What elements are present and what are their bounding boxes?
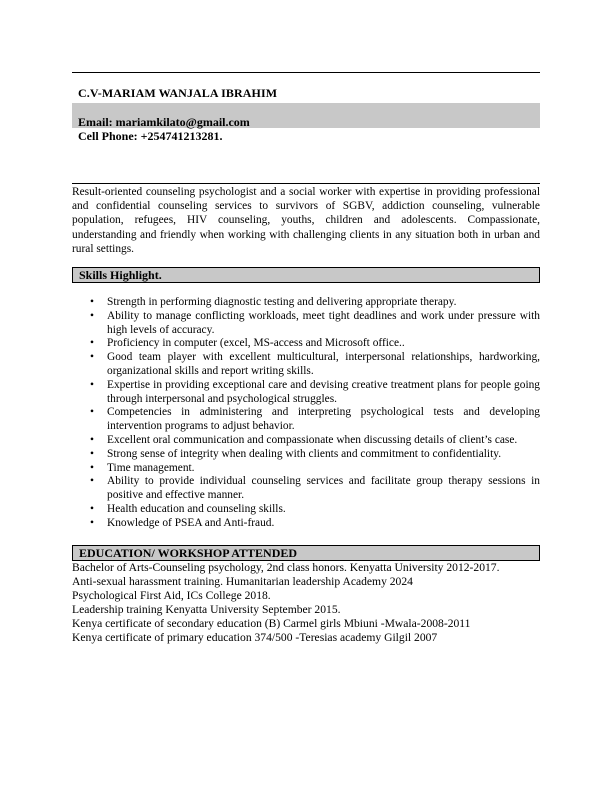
education-item: Psychological First Aid, ICs College 2018. xyxy=(72,588,271,602)
education-item: Leadership training Kenyatta University September 2015. xyxy=(72,602,341,616)
summary-rule xyxy=(72,183,540,184)
bullet-icon: • xyxy=(90,475,94,488)
skill-text: Time management. xyxy=(107,461,195,474)
skill-item xyxy=(90,462,540,476)
email: Email: mariamkilato@gmail.com xyxy=(78,115,250,129)
education-heading-label: EDUCATION/ WORKSHOP ATTENDED xyxy=(79,546,298,560)
bullet-icon: • xyxy=(90,296,94,308)
skill-item xyxy=(90,434,540,448)
skill-text: Good team player with excellent multicultural, interpersonal relationships, hardworking, organizational skills and report writing skills. xyxy=(107,351,540,377)
education-list xyxy=(72,561,540,644)
skill-item xyxy=(90,310,540,338)
skill-item xyxy=(90,296,540,310)
skills-heading-label: Skills Highlight. xyxy=(79,268,162,282)
skill-item xyxy=(90,337,540,351)
bullet-icon: • xyxy=(90,502,94,515)
bullet-icon: • xyxy=(90,516,94,529)
skill-item xyxy=(90,475,540,503)
skill-text: Proficiency in computer (excel, MS-access and Microsoft office.. xyxy=(107,337,405,350)
education-item: Kenya certificate of secondary education (B) Carmel girls Mbiuni -Mwala-2008-2011 xyxy=(72,616,471,630)
skill-text: Strength in performing diagnostic testing and delivering appropriate therapy. xyxy=(107,296,457,308)
bullet-icon: • xyxy=(90,351,94,364)
skill-text: Expertise in providing exceptional care and devising creative treatment plans for people going through interpersonal and psychological struggles. xyxy=(107,378,540,405)
skill-text: Ability to manage conflicting workloads, meet tight deadlines and work under pressure with high levels of accuracy. xyxy=(107,309,540,336)
bullet-icon: • xyxy=(90,461,94,474)
skill-item xyxy=(90,379,540,407)
skill-text: Health education and counseling skills. xyxy=(107,502,286,515)
skill-item xyxy=(90,351,540,379)
education-item: Bachelor of Arts-Counseling psychology, 2nd class honors. Kenyatta University 2012-2017. xyxy=(72,561,500,574)
skills-heading xyxy=(72,267,540,283)
skill-text: Ability to provide individual counseling services and facilitate group therapy sessions in positive and effective manner. xyxy=(107,475,540,502)
skill-item xyxy=(90,517,540,531)
top-rule xyxy=(72,72,540,73)
skill-text: Strong sense of integrity when dealing with clients and commitment to confidentiality. xyxy=(107,447,502,460)
bullet-icon: • xyxy=(90,447,94,460)
skill-item xyxy=(90,448,540,462)
bullet-icon: • xyxy=(90,406,94,419)
cell-phone: Cell Phone: +254741213281. xyxy=(78,129,223,143)
skill-item xyxy=(90,406,540,434)
education-item: Anti-sexual harassment training. Humanitarian leadership Academy 2024 xyxy=(72,574,413,588)
skill-text: Competencies in administering and interpreting psychological tests and developing intervention programs to adjust behavior. xyxy=(107,406,540,433)
education-heading xyxy=(72,545,540,561)
bullet-icon: • xyxy=(90,433,94,446)
skill-item xyxy=(90,503,540,517)
skills-list xyxy=(90,296,540,531)
skill-text: Knowledge of PSEA and Anti-fraud. xyxy=(107,516,275,529)
bullet-icon: • xyxy=(90,309,94,322)
bullet-icon: • xyxy=(90,378,94,391)
bullet-icon: • xyxy=(90,337,94,350)
profile-summary: Result-oriented counseling psychologist and a social worker with expertise in providing professional and confidential counseling services to survivors of SGBV, addiction counseling, vulnerable population, refugees, HIV counseling, youths, children and adolescents. Compassionate, understanding and friendly when working with challenging clients in any situation both in urban and rural settings. xyxy=(72,186,540,255)
education-item: Kenya certificate of primary education 374/500 -Teresias academy Gilgil 2007 xyxy=(72,630,438,644)
skill-text: Excellent oral communication and compassionate when discussing details of client’s case. xyxy=(107,433,518,446)
cv-title: C.V-MARIAM WANJALA IBRAHIM xyxy=(78,86,278,100)
